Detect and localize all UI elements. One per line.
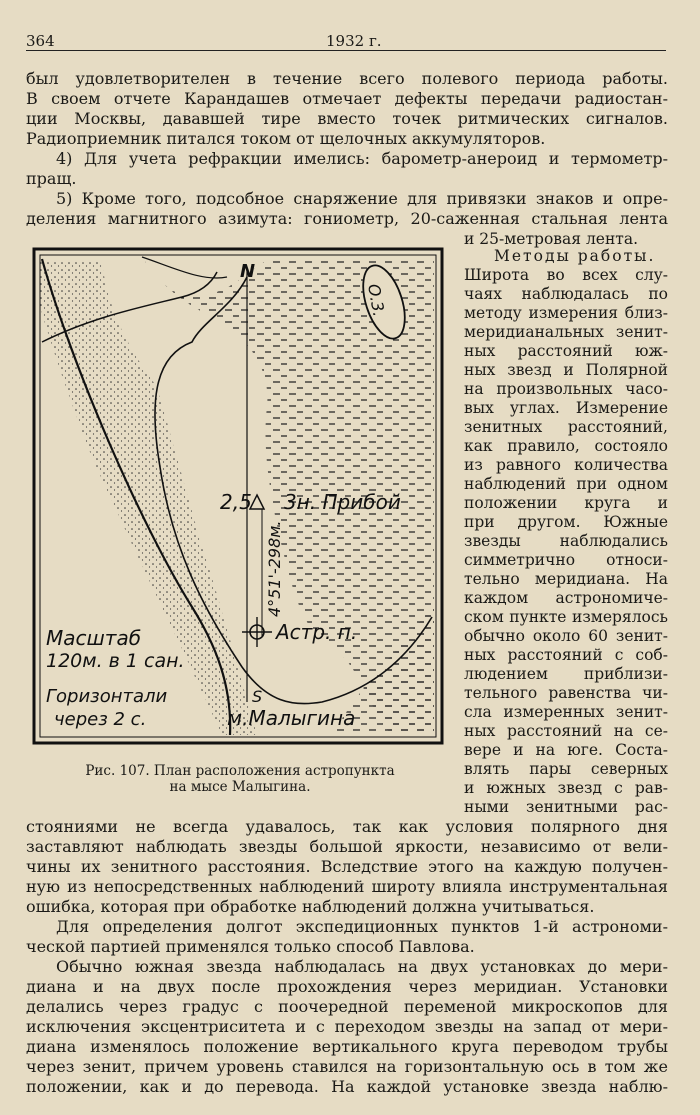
sign-triangle-marker [250,495,264,509]
text-line: чины их зенитного расстояния. Вследствие этого на каждую получен- [26,857,668,876]
side-text-line: звезды наблюдались [464,532,668,550]
text-line: заставляют наблюдать звезды большой яркости, независимо от вели- [26,837,668,856]
side-text-line: людением приблизи- [464,665,668,683]
running-header-year: 1932 г. [326,32,382,50]
side-text-line: методу измерения близ- [464,304,668,322]
side-text-line: при другом. Южные [464,513,668,531]
side-text-line: на произвольных часо- [464,380,668,398]
side-text-line: и 25-метровая лента. [464,230,639,248]
side-text-line: вере и на юге. Соста- [464,741,668,759]
side-text-line: ных расстояний юж- [464,342,668,360]
text-line: делались через градус с поочередной переменой микроскопов для [26,997,668,1016]
side-text-line: влять пары северных [464,760,668,778]
sign-name-label: 3н. Прибой [284,490,401,514]
south-label: S [252,687,263,706]
text-line: через зенит, причем уровень ставился на горизонтальную ось в том же [26,1057,668,1076]
north-label: N [240,261,256,282]
text-line: положении, как и до перевода. На каждой установке звезда наблю- [26,1077,668,1096]
sign-height-label: 2,5 [220,490,252,514]
text-line: ную из непосредственных наблюдений широту влияла инструментальная [26,877,668,896]
side-text-line: ных расстояний на се- [464,722,668,740]
text-line: Радиоприемник питался током от щелочных аккумуляторов. [26,129,546,148]
lake-label: О.3. [364,282,389,319]
text-line: исключения эксцентриситета и с переходом звезды на запад от мери- [26,1017,668,1036]
text-line: Для определения долгот экспедиционных пунктов 1-й астрономи- [56,917,668,936]
text-line: пращ. [26,169,77,188]
text-line: ошибка, которая при обработке наблюдений должна учитываться. [26,897,595,916]
text-line: деления магнитного азимута: гониометр, 20-саженная стальная лента [26,209,668,228]
text-line: Обычно южная звезда наблюдалась на двух установках до мери- [56,957,668,976]
contour-interval-label: Горизонтали [46,686,168,707]
text-line: ции Москвы, дававшей тире вместо точек ритмических сигналов. [26,109,668,128]
side-text-line: как правило, состояло [464,437,668,455]
section-heading: Методы работы. [494,247,656,265]
side-text-line: тельно меридиана. На [464,570,668,588]
side-text-line: наблюдений при одном [464,475,668,493]
site-plan-figure [32,247,444,745]
side-text-line: положении круга и [464,494,668,512]
caption-line: на мысе Малыгина. [169,779,311,795]
text-line: диана и на двух после прохождения через меридиан. Установки [26,977,668,996]
side-text-line: сла измеренных зенит- [464,703,668,721]
caption-line: Рис. 107. План расположения астропункта [85,763,395,779]
text-line: стояниями не всегда удавалось, так как условия полярного дня [26,817,668,836]
astro-point-label: Астр. п. [276,620,358,644]
side-text-line: ском пункте измерялось [464,608,668,626]
page-number: 364 [26,32,55,50]
side-text-line: тельного равенства чи- [464,684,668,702]
figure-caption [40,763,440,795]
side-text-line: и южных звезд с рав- [464,779,668,797]
side-text-line: ных расстояний с соб- [464,646,668,664]
bearing-label: 4°51'-298м. [265,520,284,617]
side-text-line: вых углах. Измерение [464,399,668,417]
text-line: ческой партией применялся только способ Павлова. [26,937,475,956]
side-text-line: зенитных расстояний, [464,418,668,436]
text-line: 5) Кроме того, подсобное снаряжение для привязки знаков и опре- [56,189,668,208]
scale-label: Масштаб [46,626,142,650]
side-text-line: обычно около 60 зенит- [464,627,668,645]
site-plan-map [32,247,444,745]
side-text-line: из равного количества [464,456,668,474]
running-header [26,28,666,51]
contour-interval-value: через 2 с. [54,709,147,730]
side-text-line: ных звезд и Полярной [464,361,668,379]
text-line: 4) Для учета рефракции имелись: барометр-анероид и термометр- [56,149,668,168]
text-line: В своем отчете Карандашев отмечает дефекты передачи радиостан- [26,89,668,108]
side-text-line: каждом астрономиче- [464,589,668,607]
text-line: диана изменялось положение вертикального круга переводом трубы [26,1037,668,1056]
scale-value: 120м. в 1 сан. [46,650,185,672]
side-text-line: ными зенитными рас- [464,798,668,816]
cape-label: м.Малыгина [227,706,356,730]
text-line: был удовлетворителен в течение всего полевого периода работы. [26,69,668,88]
side-text-line: Широта во всех слу- [464,266,668,284]
side-text-line: чаях наблюдалась по [464,285,668,303]
side-text-line: симметрично относи- [464,551,668,569]
side-text-line: меридианальных зенит- [464,323,668,341]
